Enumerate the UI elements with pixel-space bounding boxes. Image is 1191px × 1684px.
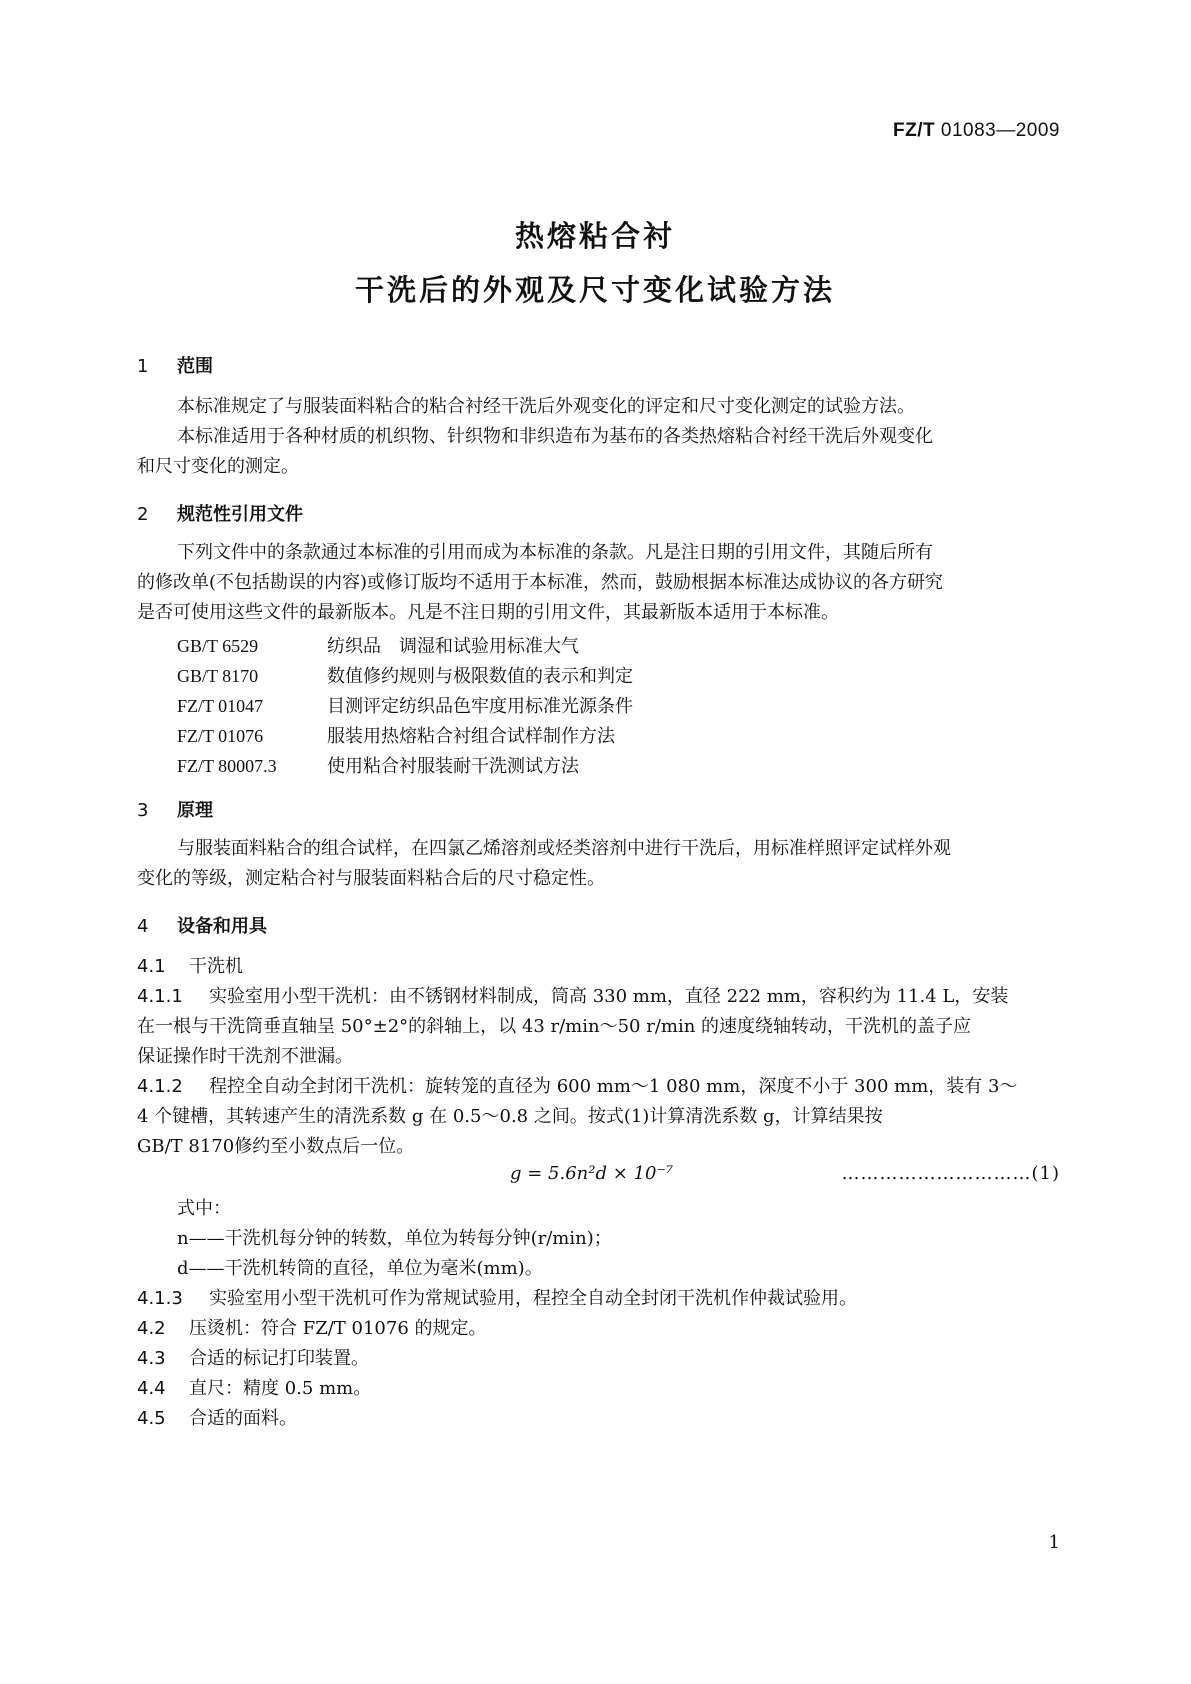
clause-text: 合适的面料。 (189, 1408, 297, 1429)
clause-4-3 (137, 1344, 369, 1374)
section-4-number: 4 (137, 916, 149, 937)
section-4-heading (137, 912, 267, 938)
clause-4-5 (137, 1404, 297, 1434)
reference-code: FZ/T 01076 (177, 726, 264, 746)
s1-paragraph-2-line-1: 本标准适用于各种材质的机织物、针织物和非织造布为基布的各类热熔粘合衬经干洗后外观变化 (177, 426, 933, 447)
reference-title: 使用粘合衬服装耐干洗测试方法 (327, 756, 579, 777)
reference-code: GB/T 8170 (177, 666, 259, 686)
reference-code: GB/T 6529 (177, 636, 259, 656)
where-n: n——干洗机每分钟的转数，单位为转每分钟(r/min)； (177, 1228, 612, 1249)
section-1-heading (137, 352, 213, 378)
reference-title: 目测评定纺织品色牢度用标准光源条件 (327, 696, 633, 717)
s1-paragraph-1: 本标准规定了与服装面料粘合的粘合衬经干洗后外观变化的评定和尺寸变化测定的试验方法。 (177, 396, 915, 417)
reference-item (177, 722, 615, 748)
section-3-title: 原理 (177, 800, 213, 821)
page-number: 1 (1048, 1532, 1060, 1553)
clause-number: 4.3 (137, 1348, 166, 1369)
s2-paragraph-line-2: 的修改单(不包括勘误的内容)或修订版均不适用于本标准，然而，鼓励根据本标准达成协议的各方研究 (137, 572, 944, 593)
clause-text: 直尺：精度 0.5 mm。 (189, 1378, 372, 1399)
clause-4-1-1 (137, 982, 1008, 1012)
reference-item (177, 692, 633, 718)
clause-number: 4.1.3 (137, 1288, 183, 1309)
clause-text: 实验室用小型干洗机：由不锈钢材料制成，筒高 330 mm，直径 222 mm，容积约为 11.4 L，安装 (209, 986, 1009, 1007)
reference-item (177, 752, 579, 778)
standard-code (820, 120, 1060, 142)
clause-number: 4.1 (137, 956, 166, 977)
where-d: d——干洗机转筒的直径，单位为毫米(mm)。 (177, 1258, 543, 1279)
clause-4-1-2 (137, 1072, 1017, 1102)
title-line-2: 干洗后的外观及尺寸变化试验方法 (354, 273, 835, 307)
reference-title: 纺织品 调湿和试验用标准大气 (327, 636, 579, 657)
clause-text: 干洗机 (189, 956, 243, 977)
clause-number: 4.4 (137, 1378, 166, 1399)
s3-paragraph-line-2: 变化的等级，测定粘合衬与服装面料粘合后的尺寸稳定性。 (137, 868, 605, 889)
clause-4-1-1-line-3: 保证操作时干洗剂不泄漏。 (137, 1046, 353, 1067)
where-label: 式中： (177, 1198, 231, 1219)
reference-title: 数值修约规则与极限数值的表示和判定 (327, 666, 633, 687)
title-line-1: 热熔粘合衬 (514, 219, 675, 253)
clause-text: 压烫机：符合 FZ/T 01076 的规定。 (189, 1318, 487, 1339)
section-3-number: 3 (137, 800, 149, 821)
s2-paragraph-line-1: 下列文件中的条款通过本标准的引用而成为本标准的条款。凡是注日期的引用文件，其随后所有 (177, 542, 933, 563)
clause-text: 程控全自动全封闭干洗机：旋转笼的直径为 600 mm～1 080 mm，深度不小于 300 mm，装有 3～ (209, 1076, 1018, 1097)
section-2-heading (137, 500, 303, 526)
section-1-number: 1 (137, 356, 149, 377)
clause-4-1-2-line-2: 4 个键槽，其转速产生的清洗系数 g 在 0.5～0.8 之间。按式(1)计算清洗系数 g，计算结果按 (137, 1106, 883, 1127)
reference-code: FZ/T 01047 (177, 696, 264, 716)
section-2-number: 2 (137, 504, 149, 525)
formula-1: g = 5.6n²d × 10⁻⁷ (510, 1163, 674, 1184)
clause-4-1 (137, 952, 243, 982)
section-1-title: 范围 (177, 356, 213, 377)
reference-item (177, 662, 633, 688)
s2-paragraph-line-3: 是否可使用这些文件的最新版本。凡是不注日期的引用文件，其最新版本适用于本标准。 (137, 602, 839, 623)
formula-number: …………………………(1) (841, 1163, 1060, 1184)
clause-text: 实验室用小型干洗机可作为常规试验用，程控全自动全封闭干洗机作仲裁试验用。 (209, 1288, 857, 1309)
standard-number: 01083—2009 (940, 120, 1060, 141)
clause-4-1-1-line-2: 在一根与干洗筒垂直轴呈 50°±2°的斜轴上，以 43 r/min～50 r/min 的速度绕轴转动，干洗机的盖子应 (137, 1016, 972, 1037)
reference-title: 服装用热熔粘合衬组合试样制作方法 (327, 726, 615, 747)
clause-4-1-3 (137, 1284, 857, 1314)
s1-paragraph-2-line-2: 和尺寸变化的测定。 (137, 456, 299, 477)
reference-code: FZ/T 80007.3 (177, 756, 277, 776)
clause-4-2 (137, 1314, 487, 1344)
section-2-title: 规范性引用文件 (177, 504, 303, 525)
s3-paragraph-line-1: 与服装面料粘合的组合试样，在四氯乙烯溶剂或烃类溶剂中进行干洗后，用标准样照评定试样外观 (177, 838, 951, 859)
clause-text: 合适的标记打印装置。 (189, 1348, 369, 1369)
clause-4-4 (137, 1374, 371, 1404)
clause-number: 4.5 (137, 1408, 166, 1429)
clause-4-1-2-line-3: GB/T 8170修约至小数点后一位。 (137, 1136, 415, 1157)
section-4-title: 设备和用具 (177, 916, 267, 937)
section-3-heading (137, 796, 213, 822)
clause-number: 4.1.1 (137, 986, 183, 1007)
standard-prefix: FZ/T (893, 120, 936, 141)
reference-item (177, 632, 579, 658)
clause-number: 4.2 (137, 1318, 166, 1339)
clause-number: 4.1.2 (137, 1076, 183, 1097)
